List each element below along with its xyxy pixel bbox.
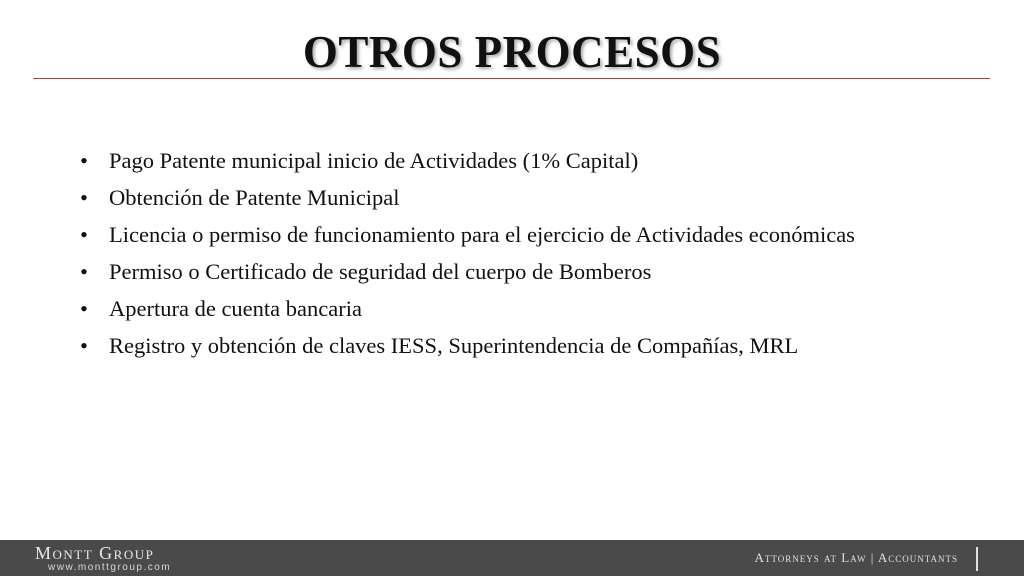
list-item: [80, 221, 960, 249]
bullet-icon: •: [80, 333, 88, 358]
bullet-text: Licencia o permiso de funcionamiento para el ejercicio de Actividades económicas: [109, 222, 855, 247]
title-divider: [33, 78, 990, 79]
tagline-text: Attorneys at Law | Accountants: [754, 550, 958, 565]
list-item: [80, 258, 960, 286]
bullet-icon: •: [80, 185, 88, 210]
footer-bar: [0, 540, 1024, 576]
bullet-icon: •: [80, 259, 88, 284]
brand-logo: Montt Group: [35, 543, 155, 563]
bullet-icon: •: [80, 148, 88, 173]
bullet-text: Registro y obtención de claves IESS, Superintendencia de Compañías, MRL: [109, 333, 799, 358]
website-text: www.monttgroup.com: [48, 562, 172, 573]
list-item: [80, 147, 960, 175]
bullet-icon: •: [80, 296, 88, 321]
bullet-text: Obtención de Patente Municipal: [109, 185, 400, 210]
bullet-text: Apertura de cuenta bancaria: [109, 296, 362, 321]
bullet-text: Permiso o Certificado de seguridad del cuerpo de Bomberos: [109, 259, 652, 284]
list-item: [80, 332, 960, 360]
list-item: [80, 184, 960, 212]
footer-divider: [976, 547, 978, 571]
bullet-text: Pago Patente municipal inicio de Actividades (1% Capital): [109, 148, 639, 173]
list-item: [80, 295, 960, 323]
bullet-list: [80, 147, 960, 369]
slide-title: OTROS PROCESOS: [302, 27, 722, 77]
bullet-icon: •: [80, 222, 88, 247]
